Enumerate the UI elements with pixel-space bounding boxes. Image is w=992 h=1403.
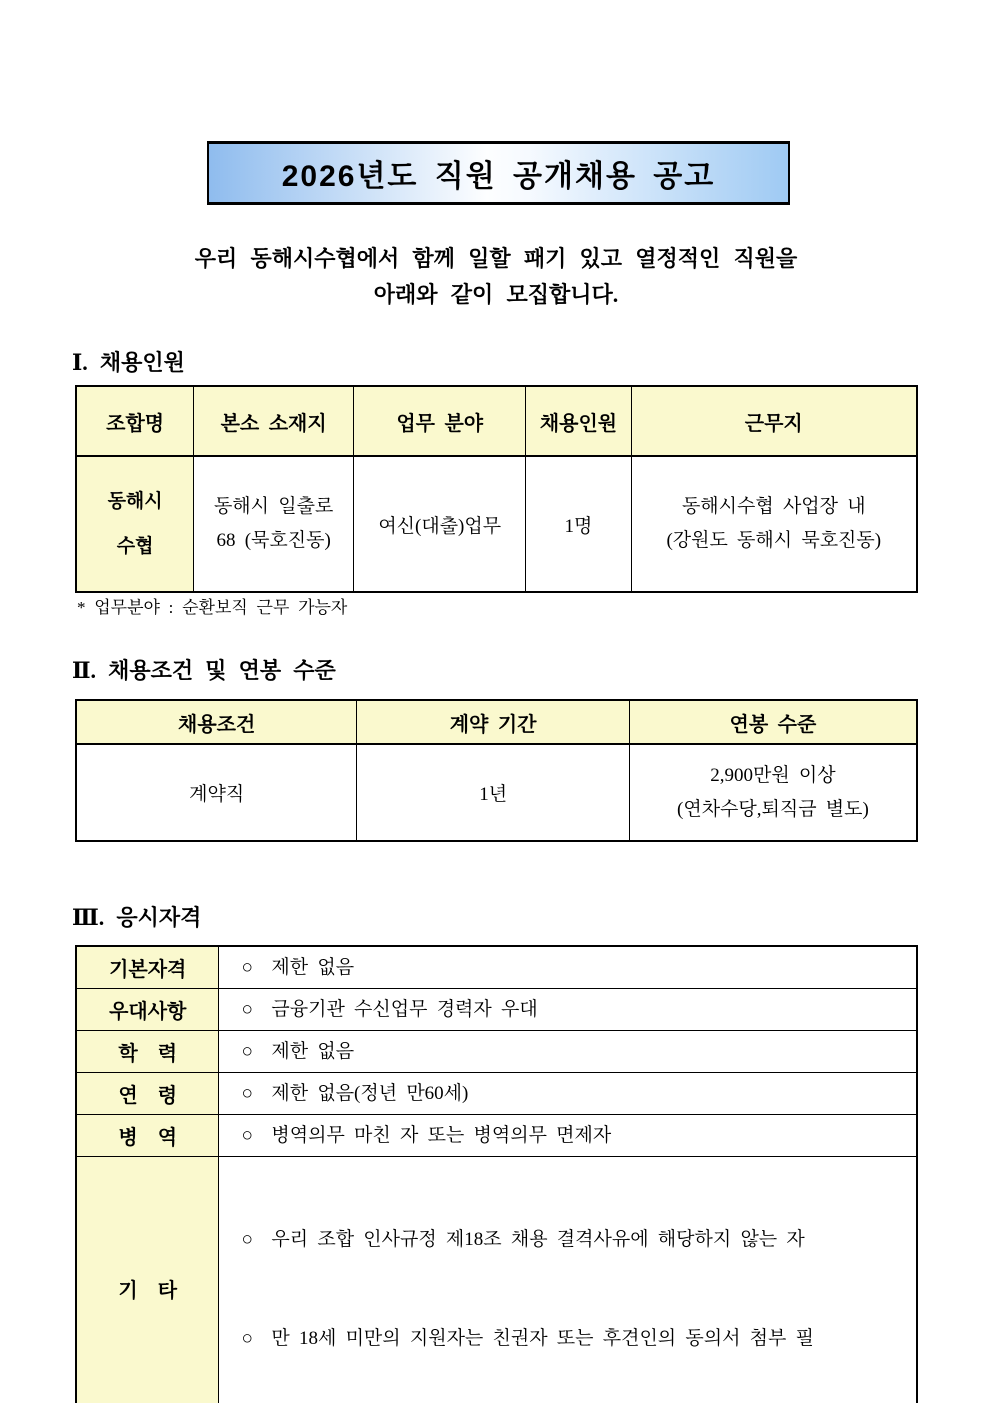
cell-hq-location [194,456,354,592]
col-header-coop-name: 조합명 [76,386,194,456]
section2-heading: Ⅱ. 채용조건 및 연봉 수준 [72,658,336,683]
cell-contract-period: 1년 [357,744,629,841]
conditions-table [75,699,918,842]
col-header-contract-period: 계약 기간 [357,700,629,744]
value-education: ○ 제한 없음 [219,1030,917,1072]
label-education: 학 력 [76,1030,219,1072]
cell-coop-name [76,456,194,592]
col-header-salary-level: 연봉 수준 [629,700,917,744]
value-basic-qualification: ○ 제한 없음 [219,946,917,988]
label-military-service: 병 역 [76,1114,219,1156]
recruitment-table-data-row [76,456,917,592]
title-banner [207,141,790,205]
value-age: ○ 제한 없음(정년 만60세) [219,1072,917,1114]
qualification-row-etc [76,1156,917,1403]
qualification-row-education [76,1030,917,1072]
qualification-row-preference [76,988,917,1030]
hq-location-line-2: 68 (묵호진동) [216,530,331,551]
intro-paragraph [0,241,992,313]
qualification-row-military [76,1114,917,1156]
conditions-table-header-row [76,700,917,744]
page-title: 2026년도 직원 공개채용 공고 [281,160,716,193]
label-etc: 기 타 [76,1156,219,1403]
value-etc [219,1156,917,1403]
coop-name-line-1: 동해시 [107,491,163,512]
value-preference: ○ 금융기관 수신업무 경력자 우대 [219,988,917,1030]
workplace-line-2: (강원도 동해시 묵호진동) [666,530,882,551]
col-header-employment-type: 채용조건 [76,700,357,744]
recruitment-table [75,385,918,593]
label-preference: 우대사항 [76,988,219,1030]
intro-line-2: 아래와 같이 모집합니다. [373,282,619,307]
col-header-duty: 업무 분야 [354,386,526,456]
hq-location-line-1: 동해시 일출로 [213,496,334,517]
salary-line-1: 2,900만원 이상 [710,764,836,786]
cell-headcount: 1명 [526,456,631,592]
salary-line-2: (연차수당,퇴직금 별도) [677,798,869,820]
label-age: 연 령 [76,1072,219,1114]
qualification-row-age [76,1072,917,1114]
etc-item-2: ○ 만 18세 미만의 지원자는 친권자 또는 후견인의 동의서 첨부 필 [241,1327,814,1349]
cell-salary-level [629,744,917,841]
section3-heading: Ⅲ. 응시자격 [72,905,202,930]
cell-duty: 여신(대출)업무 [354,456,526,592]
recruitment-table-header-row [76,386,917,456]
value-military-service: ○ 병역의무 마친 자 또는 병역의무 면제자 [219,1114,917,1156]
qualifications-table [75,945,918,1403]
cell-workplace [631,456,917,592]
coop-name-line-2: 수협 [116,536,154,557]
workplace-line-1: 동해시수협 사업장 내 [681,496,866,517]
qualification-row-basic [76,946,917,988]
cell-employment-type: 계약직 [76,744,357,841]
col-header-headcount: 채용인원 [526,386,631,456]
conditions-table-data-row [76,744,917,841]
col-header-workplace: 근무지 [631,386,917,456]
intro-line-1: 우리 동해시수협에서 함께 일할 패기 있고 열정적인 직원을 [194,246,798,271]
section1-heading: Ⅰ. 채용인원 [72,350,185,375]
label-basic-qualification: 기본자격 [76,946,219,988]
duty-footnote: * 업무분야 : 순환보직 근무 가능자 [77,598,348,617]
col-header-hq-location: 본소 소재지 [194,386,354,456]
etc-item-1: ○ 우리 조합 인사규정 제18조 채용 결격사유에 해당하지 않는 자 [241,1228,805,1250]
